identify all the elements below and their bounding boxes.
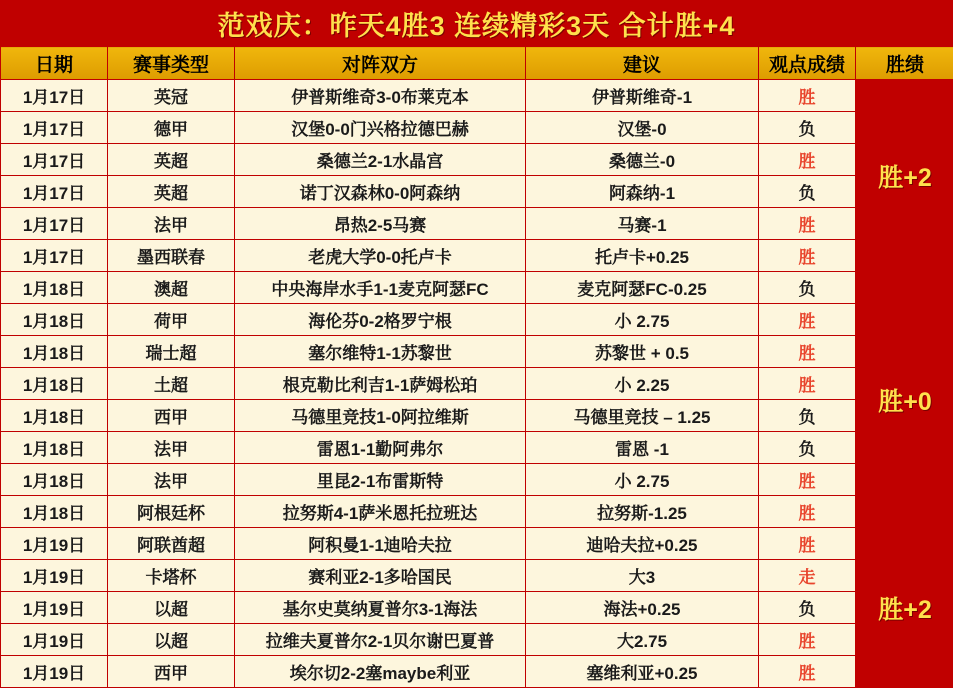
- table-row: [1, 176, 953, 208]
- cell-result: 胜: [759, 656, 856, 688]
- cell-date: 1月17日: [1, 176, 108, 208]
- cell-match: 马德里竞技1-0阿拉维斯: [235, 400, 526, 432]
- cell-league: 墨西联春: [108, 240, 235, 272]
- cell-league: 英超: [108, 176, 235, 208]
- cell-advice: 马赛-1: [526, 208, 759, 240]
- cell-league: 英超: [108, 144, 235, 176]
- column-header-result: 观点成绩: [759, 47, 856, 80]
- table-row: [1, 656, 953, 688]
- column-header-league: 赛事类型: [108, 47, 235, 80]
- cell-league: 西甲: [108, 656, 235, 688]
- cell-date: 1月17日: [1, 240, 108, 272]
- cell-result: 胜: [759, 336, 856, 368]
- table-row: [1, 272, 953, 304]
- table-row: [1, 432, 953, 464]
- table-row: [1, 304, 953, 336]
- cell-advice: 小 2.75: [526, 304, 759, 336]
- cell-advice: 汉堡-0: [526, 112, 759, 144]
- table-row: [1, 496, 953, 528]
- cell-match: 阿积曼1-1迪哈夫拉: [235, 528, 526, 560]
- cell-result: 胜: [759, 528, 856, 560]
- cell-date: 1月18日: [1, 368, 108, 400]
- cell-league: 澳超: [108, 272, 235, 304]
- cell-advice: 麦克阿瑟FC-0.25: [526, 272, 759, 304]
- cell-advice: 桑德兰-0: [526, 144, 759, 176]
- cell-league: 以超: [108, 624, 235, 656]
- cell-advice: 阿森纳-1: [526, 176, 759, 208]
- table-header: [1, 47, 953, 80]
- cell-league: 英冠: [108, 80, 235, 112]
- cell-match: 伊普斯维奇3-0布莱克本: [235, 80, 526, 112]
- cell-match: 根克勒比利吉1-1萨姆松珀: [235, 368, 526, 400]
- cell-date: 1月19日: [1, 624, 108, 656]
- cell-result: 胜: [759, 240, 856, 272]
- cell-result: 负: [759, 400, 856, 432]
- cell-advice: 拉努斯-1.25: [526, 496, 759, 528]
- table-body: [1, 80, 953, 688]
- cell-league: 荷甲: [108, 304, 235, 336]
- table-row: [1, 592, 953, 624]
- table-row: [1, 368, 953, 400]
- cell-league: 德甲: [108, 112, 235, 144]
- title-bar: [0, 0, 953, 46]
- cell-match: 诺丁汉森林0-0阿森纳: [235, 176, 526, 208]
- prediction-table: [0, 46, 953, 688]
- cell-league: 阿联酋超: [108, 528, 235, 560]
- cell-streak-total: 胜+0: [856, 272, 953, 528]
- column-header-date: 日期: [1, 47, 108, 80]
- cell-match: 里昆2-1布雷斯特: [235, 464, 526, 496]
- table-row: [1, 240, 953, 272]
- cell-result: 胜: [759, 208, 856, 240]
- table-row: [1, 336, 953, 368]
- cell-result: 负: [759, 272, 856, 304]
- cell-date: 1月18日: [1, 336, 108, 368]
- table-row: [1, 400, 953, 432]
- cell-date: 1月18日: [1, 432, 108, 464]
- cell-league: 以超: [108, 592, 235, 624]
- cell-match: 拉努斯4-1萨米恩托拉班达: [235, 496, 526, 528]
- cell-match: 中央海岸水手1-1麦克阿瑟FC: [235, 272, 526, 304]
- cell-date: 1月18日: [1, 272, 108, 304]
- cell-advice: 马德里竞技 – 1.25: [526, 400, 759, 432]
- cell-match: 雷恩1-1勤阿弗尔: [235, 432, 526, 464]
- cell-streak-total: 胜+2: [856, 528, 953, 688]
- cell-match: 海伦芬0-2格罗宁根: [235, 304, 526, 336]
- table-row: [1, 624, 953, 656]
- cell-date: 1月17日: [1, 144, 108, 176]
- cell-date: 1月17日: [1, 112, 108, 144]
- cell-result: 胜: [759, 496, 856, 528]
- cell-result: 胜: [759, 624, 856, 656]
- cell-date: 1月17日: [1, 80, 108, 112]
- cell-league: 阿根廷杯: [108, 496, 235, 528]
- cell-match: 基尔史莫纳夏普尔3-1海法: [235, 592, 526, 624]
- cell-result: 胜: [759, 368, 856, 400]
- cell-advice: 大2.75: [526, 624, 759, 656]
- cell-advice: 迪哈夫拉+0.25: [526, 528, 759, 560]
- cell-result: 负: [759, 432, 856, 464]
- header-row: [1, 47, 953, 80]
- cell-match: 桑德兰2-1水晶宫: [235, 144, 526, 176]
- cell-match: 昂热2-5马赛: [235, 208, 526, 240]
- column-header-advice: 建议: [526, 47, 759, 80]
- cell-advice: 雷恩 -1: [526, 432, 759, 464]
- cell-league: 卡塔杯: [108, 560, 235, 592]
- table-row: [1, 208, 953, 240]
- cell-result: 胜: [759, 304, 856, 336]
- table-row: [1, 528, 953, 560]
- cell-date: 1月18日: [1, 496, 108, 528]
- cell-result: 胜: [759, 144, 856, 176]
- cell-result: 负: [759, 592, 856, 624]
- cell-date: 1月19日: [1, 528, 108, 560]
- table-row: [1, 560, 953, 592]
- cell-league: 土超: [108, 368, 235, 400]
- cell-match: 拉维夫夏普尔2-1贝尔谢巴夏普: [235, 624, 526, 656]
- cell-advice: 海法+0.25: [526, 592, 759, 624]
- cell-date: 1月18日: [1, 400, 108, 432]
- cell-result: 负: [759, 176, 856, 208]
- table-row: [1, 80, 953, 112]
- cell-date: 1月19日: [1, 560, 108, 592]
- cell-match: 老虎大学0-0托卢卡: [235, 240, 526, 272]
- cell-streak-total: 胜+2: [856, 80, 953, 272]
- cell-league: 法甲: [108, 208, 235, 240]
- page-title: 范戏庆：昨天4胜3 连续精彩3天 合计胜+4: [218, 4, 736, 43]
- cell-advice: 小 2.25: [526, 368, 759, 400]
- table-row: [1, 112, 953, 144]
- column-header-streak: 胜绩: [856, 47, 953, 80]
- cell-match: 汉堡0-0门兴格拉德巴赫: [235, 112, 526, 144]
- cell-result: 走: [759, 560, 856, 592]
- cell-league: 法甲: [108, 464, 235, 496]
- table-row: [1, 144, 953, 176]
- cell-date: 1月18日: [1, 304, 108, 336]
- cell-result: 胜: [759, 464, 856, 496]
- cell-match: 赛利亚2-1多哈国民: [235, 560, 526, 592]
- cell-advice: 苏黎世 + 0.5: [526, 336, 759, 368]
- cell-date: 1月19日: [1, 656, 108, 688]
- cell-date: 1月18日: [1, 464, 108, 496]
- cell-result: 负: [759, 112, 856, 144]
- column-header-match: 对阵双方: [235, 47, 526, 80]
- cell-league: 瑞士超: [108, 336, 235, 368]
- cell-result: 胜: [759, 80, 856, 112]
- cell-match: 埃尔切2-2塞maybe利亚: [235, 656, 526, 688]
- cell-league: 法甲: [108, 432, 235, 464]
- cell-date: 1月17日: [1, 208, 108, 240]
- cell-advice: 大3: [526, 560, 759, 592]
- cell-match: 塞尔维特1-1苏黎世: [235, 336, 526, 368]
- table-row: [1, 464, 953, 496]
- cell-advice: 塞维利亚+0.25: [526, 656, 759, 688]
- cell-date: 1月19日: [1, 592, 108, 624]
- cell-league: 西甲: [108, 400, 235, 432]
- cell-advice: 小 2.75: [526, 464, 759, 496]
- cell-advice: 托卢卡+0.25: [526, 240, 759, 272]
- cell-advice: 伊普斯维奇-1: [526, 80, 759, 112]
